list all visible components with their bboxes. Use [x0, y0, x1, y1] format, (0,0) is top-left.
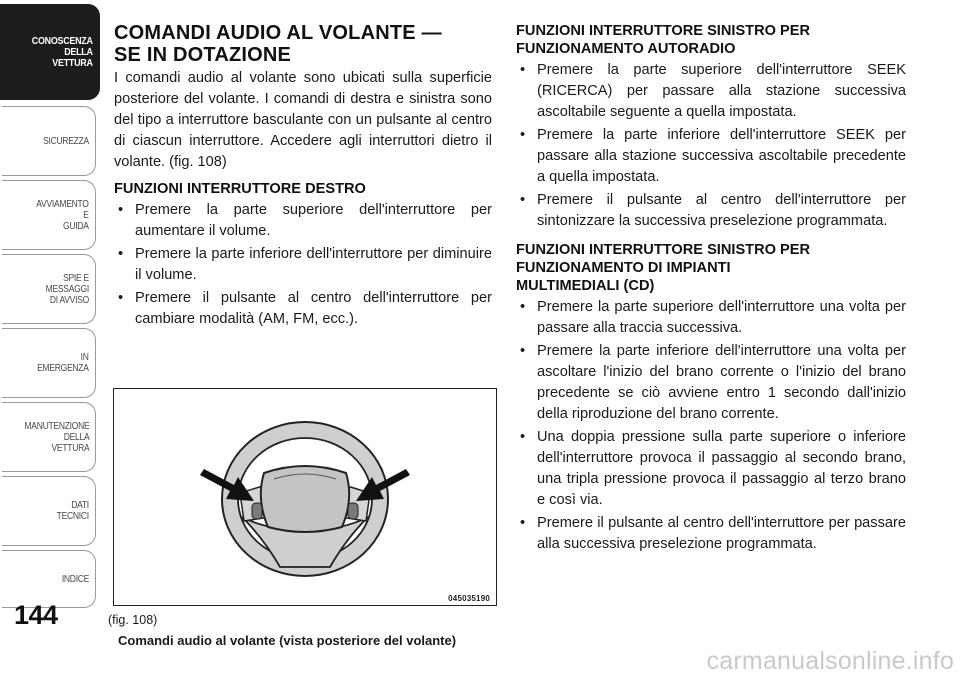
tab-spie-e-messaggi[interactable] [2, 254, 96, 324]
section-title-line1: COMANDI AUDIO AL VOLANTE — [114, 22, 442, 44]
list-item: • Premere il pulsante al centro dell'interruttore per passare alla successiva preselezione programmata. [516, 513, 906, 555]
tab-label: AVVIAMENTO E GUIDA [36, 198, 89, 232]
radio-list [516, 60, 906, 232]
tab-in-emergenza[interactable] [2, 328, 96, 398]
tab-dati-tecnici[interactable] [2, 476, 96, 546]
figure-code: 045035190 [448, 594, 490, 603]
list-item: • Premere la parte superiore dell'interruttore una volta per passare alla traccia successiva. [516, 297, 906, 339]
list-item: • Premere la parte inferiore dell'interruttore SEEK per passare alla stazione successiva ascoltabile precedente a quella impostata. [516, 125, 906, 188]
tab-label: INDICE [61, 573, 89, 585]
list-item: • Una doppia pressione sulla parte superiore o inferiore dell'interruttore provoca il passaggio al secondo brano, una tripla pressione provoca il passaggio al terzo brano e così via. [516, 427, 906, 511]
chapter-tab-bar [0, 0, 98, 678]
media-heading-line1: FUNZIONI INTERRUTTORE SINISTRO PER [516, 242, 811, 258]
intro-paragraph: I comandi audio al volante sono ubicati sulla superficie posteriore del volante. I comandi di destra e sinistra sono del tipo a interruttore basculante con un pulsante al centro di ciascun interruttore. Accedere agli interruttori dietro il volante. (fig. 108) [114, 70, 492, 170]
radio-heading [516, 22, 906, 58]
radio-heading-line2: FUNZIONAMENTO AUTORADIO [516, 41, 736, 57]
list-item: • Premere il pulsante al centro dell'interruttore per sintonizzare la successiva preselezione programmata. [516, 190, 906, 232]
steering-wheel-illustration [114, 389, 496, 605]
tab-conoscenza-della-vettura[interactable] [0, 4, 100, 100]
figure-label: (fig. 108) [108, 613, 158, 627]
list-item: • Premere il pulsante al centro dell'interruttore per cambiare modalità (AM, FM, ecc.). [114, 288, 492, 330]
steering-wheel-figure [113, 388, 497, 606]
tab-label: MANUTENZIONE DELLA VETTURA [24, 420, 89, 454]
media-heading [516, 241, 906, 295]
media-heading-line3: MULTIMEDIALI (CD) [516, 278, 655, 294]
tab-label: CONOSCENZA DELLA VETTURA [32, 34, 93, 69]
radio-heading-line1: FUNZIONI INTERRUTTORE SINISTRO PER [516, 23, 811, 39]
section-title-line2: SE IN DOTAZIONE [114, 44, 292, 66]
right-switch-heading: FUNZIONI INTERRUTTORE DESTRO [114, 181, 366, 197]
section-title [114, 22, 492, 66]
media-list [516, 297, 906, 555]
right-switch-list [114, 200, 492, 330]
tab-sicurezza[interactable] [2, 106, 96, 176]
watermark: carmanualsonline.info [706, 647, 954, 675]
list-item: • Premere la parte inferiore dell'interruttore per diminuire il volume. [114, 244, 492, 286]
media-heading-line2: FUNZIONAMENTO DI IMPIANTI [516, 260, 731, 276]
list-item: • Premere la parte superiore dell'interruttore SEEK (RICERCA) per passare alla stazione successiva ascoltabile seguente a quella impostata. [516, 60, 906, 123]
right-column [516, 22, 906, 557]
tab-avviamento-e-guida[interactable] [2, 180, 96, 250]
tab-manutenzione-della-vettura[interactable] [2, 402, 96, 472]
left-column [114, 22, 492, 332]
figure-caption: Comandi audio al volante (vista posteriore del volante) [118, 633, 457, 648]
list-item: • Premere la parte superiore dell'interruttore per aumentare il volume. [114, 200, 492, 242]
tab-label: DATI TECNICI [56, 500, 89, 522]
list-item: • Premere la parte inferiore dell'interruttore una volta per ascoltare l'inizio del brano corrente o l'inizio del brano precedente se ciò avviene entro 1 secondo dall'inizio della riproduzione del brano corrente. [516, 341, 906, 425]
page-number: 144 [14, 600, 58, 630]
tab-label: SICUREZZA [43, 135, 89, 147]
tab-label: IN EMERGENZA [37, 352, 89, 374]
tab-label: SPIE E MESSAGGI DI AVVISO [45, 272, 89, 306]
